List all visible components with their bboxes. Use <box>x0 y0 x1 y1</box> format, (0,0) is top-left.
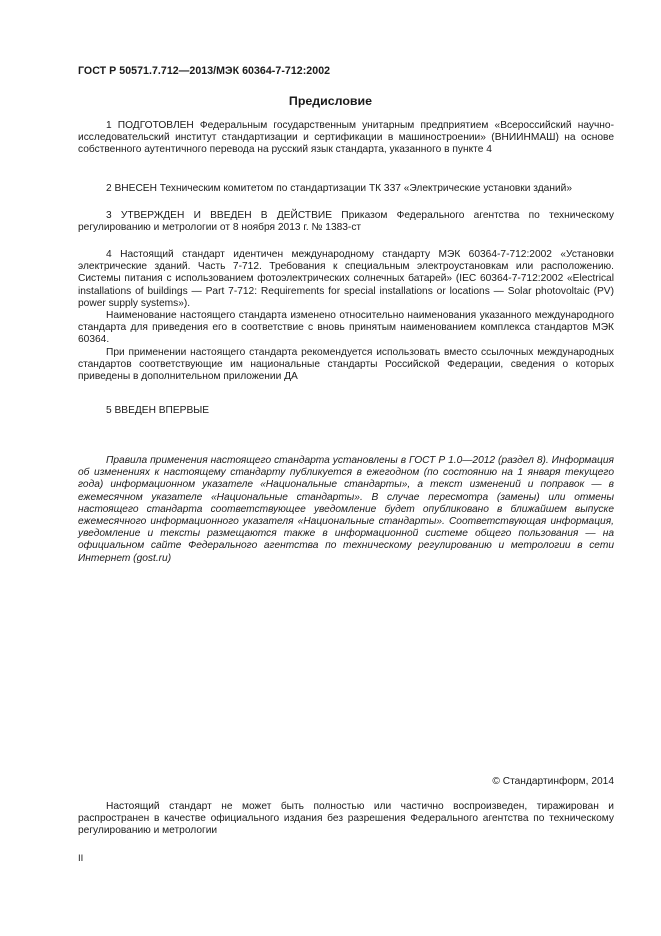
preface-item-3 <box>78 210 614 234</box>
preface-item-2 <box>78 183 614 195</box>
preface-item-4-rename-note: Наименование настоящего стандарта изменено относительно наименования указанного международного стандарта для приведения его в соответствие с вновь принятым наименованием комплекса стандартов МЭК 60364. <box>78 310 614 346</box>
preface-title: Предисловие <box>288 94 373 108</box>
legal-notice <box>78 801 614 838</box>
usage-notice <box>78 455 614 565</box>
preface-item-4 <box>78 249 614 383</box>
preface-item-1-text: 1 ПОДГОТОВЛЕН Федеральным государственным унитарным предприятием «Всероссийский научно-исследовательский институт стандартизации и сертификации в машиностроении» (ВНИИНМАШ) на основе собственного аутентичного перевода на русский язык стандарта, указанного в пункте 4 <box>78 120 614 156</box>
preface-item-2-text: 2 ВНЕСЕН Техническим комитетом по стандартизации ТК 337 «Электрические установки зданий» <box>106 183 573 194</box>
legal-notice-text: Настоящий стандарт не может быть полностью или частично воспроизведен, тиражирован и распространен в качестве официального издания без разрешения Федерального агентства по техническому регулированию и метрологии <box>78 801 614 837</box>
copyright-line: © Стандартинформ, 2014 <box>492 776 614 787</box>
preface-item-5-text: 5 ВВЕДЕН ВПЕРВЫЕ <box>106 405 210 416</box>
preface-item-3-text: 3 УТВЕРЖДЕН И ВВЕДЕН В ДЕЙСТВИЕ Приказом Федерального агентства по техническому регулированию и метрологии от 8 ноября 2013 г. № 1383-ст <box>78 210 614 234</box>
standard-code-header: ГОСТ Р 50571.7.712—2013/МЭК 60364-7-712:2002 <box>78 65 331 77</box>
page-number: II <box>78 853 84 864</box>
preface-item-4-text: 4 Настоящий стандарт идентичен международному стандарту МЭК 60364-7-712:2002 «Установки электрические зданий. Часть 7-712. Требования к специальным электроустановкам или расположению. Системы питания с использованием фотоэлектрических солнечных батарей» (IEC 60364-7-712:2002 «Electrical installations of buildings — Part 7-712: Requirements for special installations or locations — Solar photovoltaic (PV) power supply systems»). <box>78 249 614 309</box>
preface-item-1 <box>78 120 614 157</box>
preface-item-5 <box>78 405 614 417</box>
usage-notice-text: Правила применения настоящего стандарта установлены в ГОСТ Р 1.0—2012 (раздел 8). Информация об изменениях к настоящему стандарту публикуется в ежегодном (по состоянию на 1 января текущего года) информационном указателе «Национальные стандарты», а текст изменений и поправок — в ежемесячном указателе «Национальные стандарты». В случае пересмотра (замены) или отмены настоящего стандарта соответствующее уведомление будет опубликовано в ближайшем выпуске ежемесячного информационного указателя «Национальные стандарты». Соответствующая информация, уведомление и тексты размещаются также в информационной системе общего пользования — на официальном сайте Федерального агентства по техническому регулированию и метрологии в сети Интернет (gost.ru) <box>78 455 614 564</box>
preface-item-4-reference-note: При применении настоящего стандарта рекомендуется использовать вместо ссылочных международных стандартов соответствующие им национальные стандарты Российской Федерации, сведения о которых приведены в дополнительном приложении ДА <box>78 346 614 383</box>
